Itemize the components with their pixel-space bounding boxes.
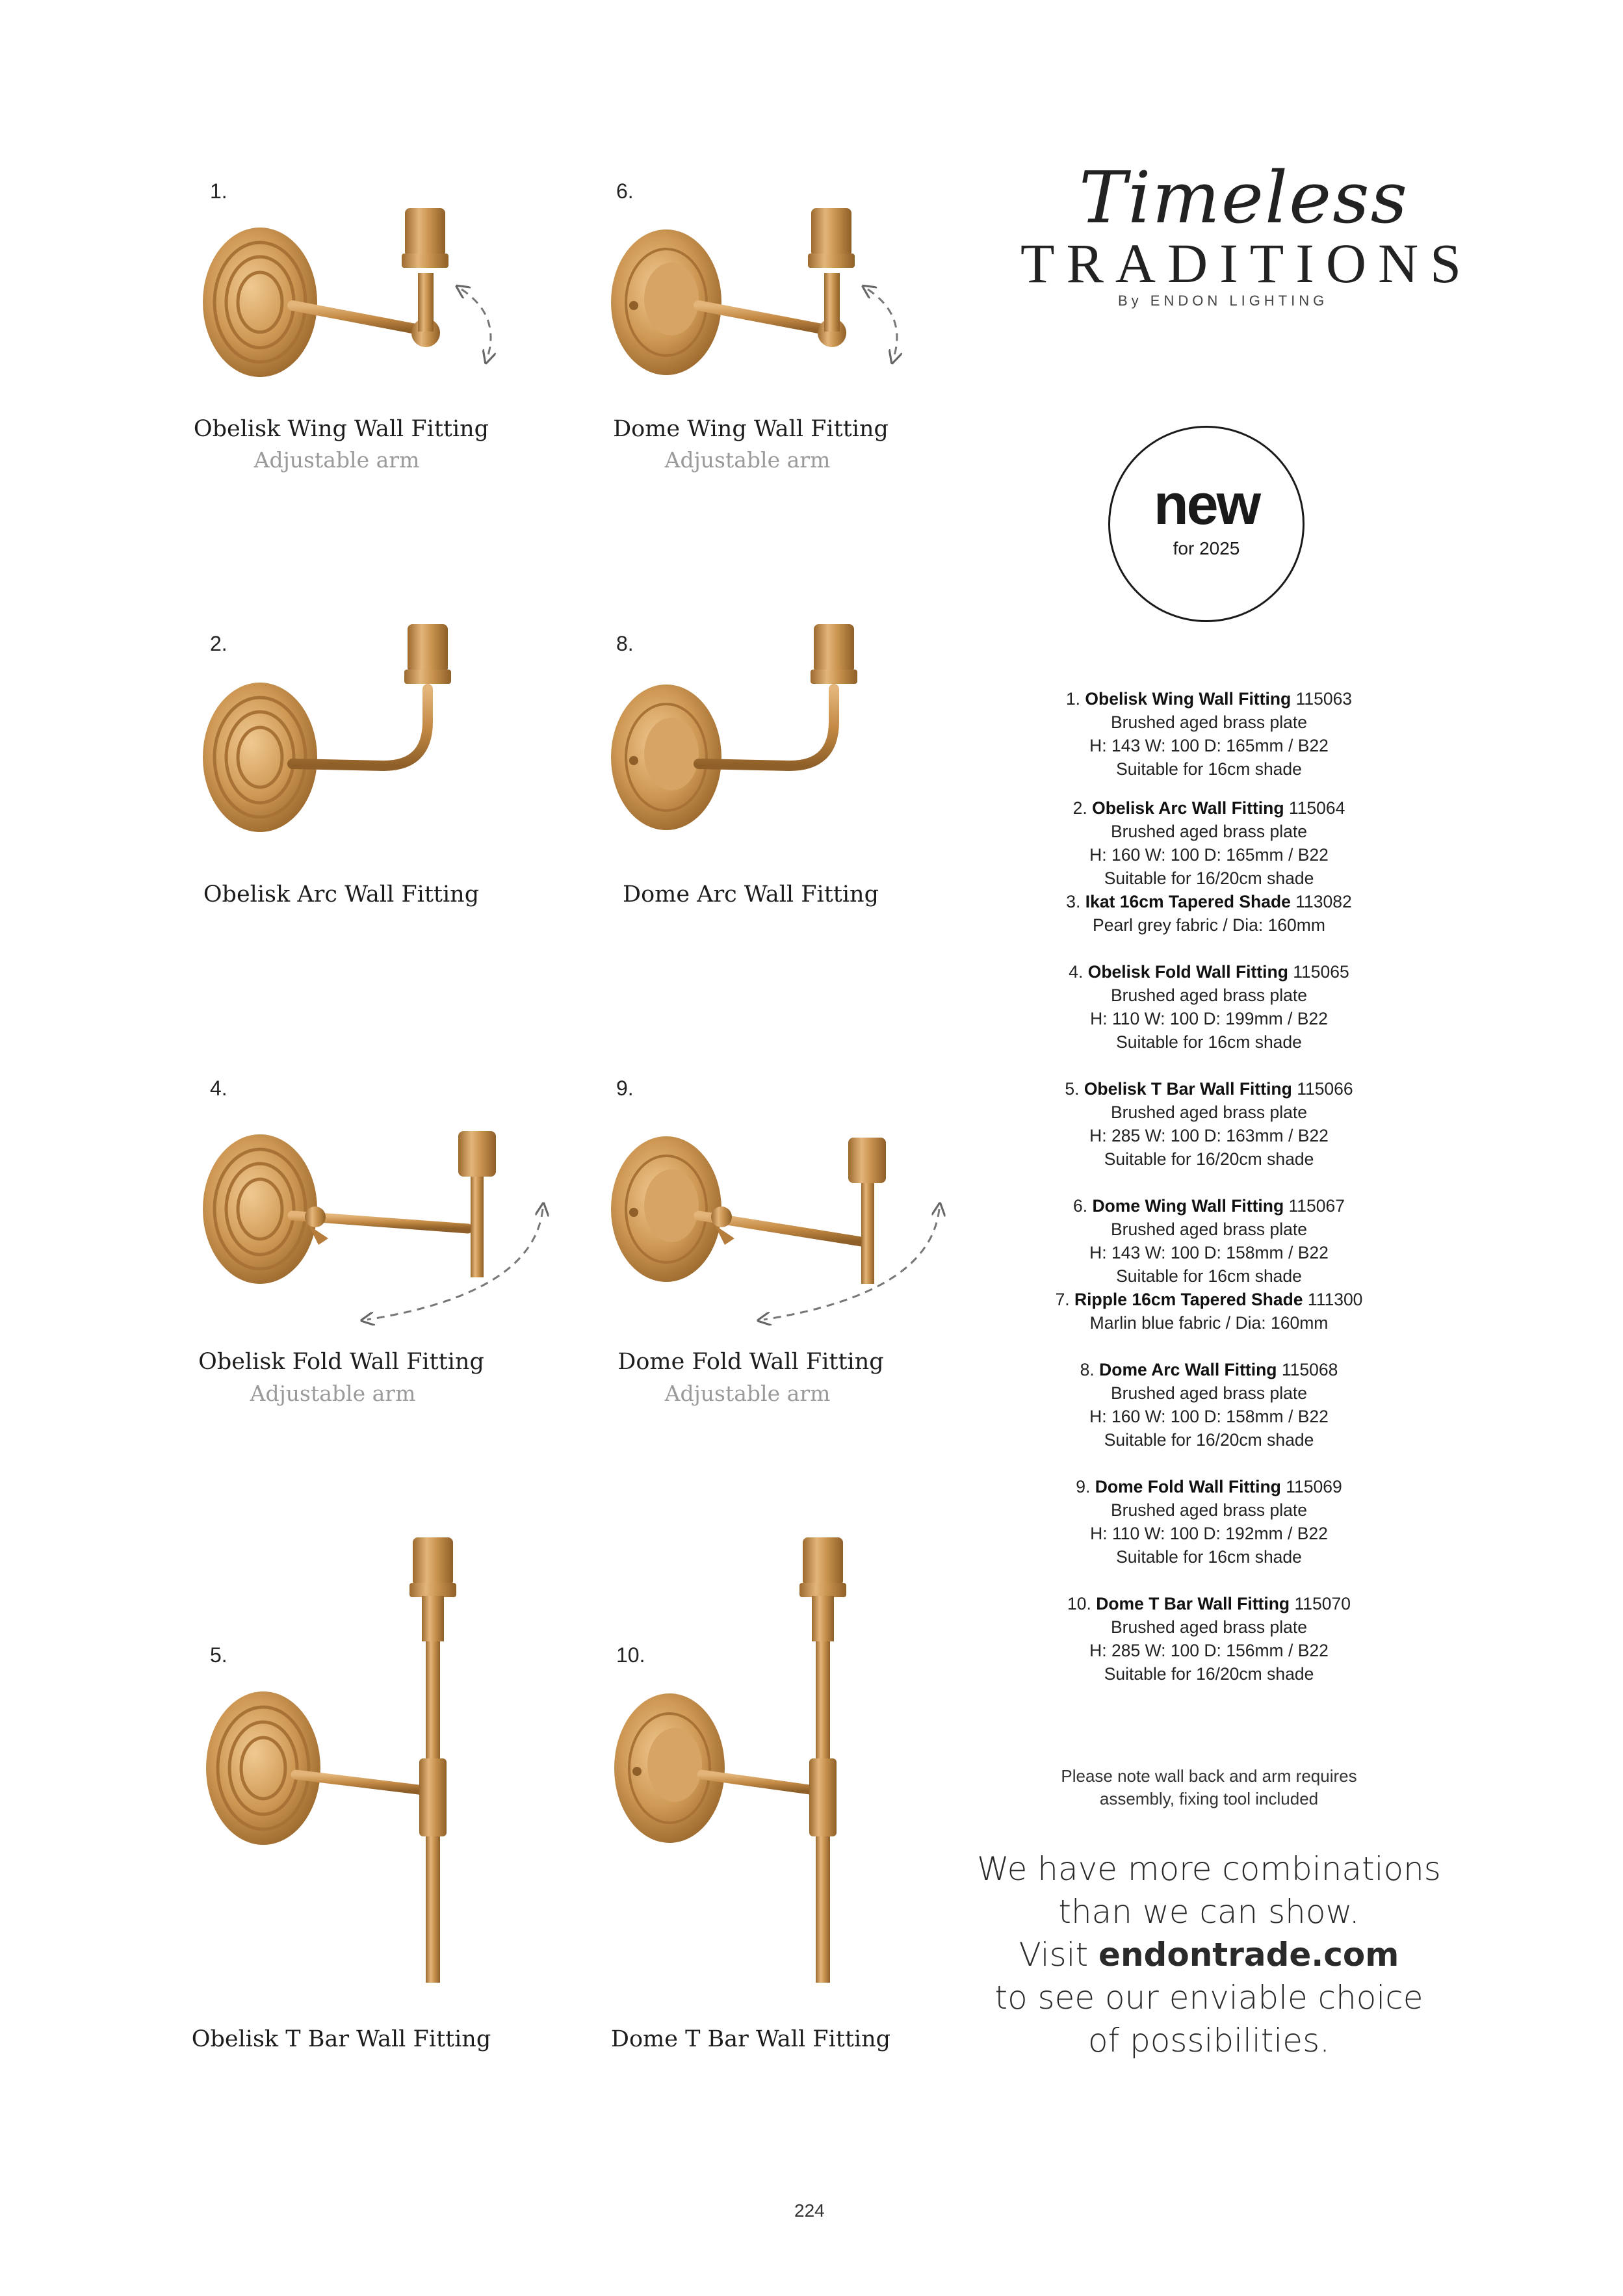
brand-name: TRADITIONS xyxy=(1020,232,1473,294)
product-number: 6. xyxy=(616,179,634,203)
spec-number: 9. xyxy=(1076,1477,1091,1496)
spec-item xyxy=(1001,1592,1417,1686)
spec-line: H: 160 W: 100 D: 165mm / B22 xyxy=(1089,845,1329,865)
product-subtitle: Adjustable arm xyxy=(250,1381,416,1406)
product-name: Obelisk Arc Wall Fitting xyxy=(203,881,480,907)
brand-byline: By ENDON LIGHTING xyxy=(1118,293,1329,309)
spec-line: H: 285 W: 100 D: 156mm / B22 xyxy=(1089,1641,1329,1660)
spec-line: H: 285 W: 100 D: 163mm / B22 xyxy=(1089,1126,1329,1145)
spec-item xyxy=(1001,960,1417,1054)
product-subtitle: Adjustable arm xyxy=(664,447,831,473)
spec-line: Brushed aged brass plate xyxy=(1110,1102,1307,1122)
spec-name: Obelisk Wing Wall Fitting xyxy=(1085,689,1292,709)
spec-code: 115063 xyxy=(1295,689,1353,709)
promo-text xyxy=(962,1847,1456,2062)
product-image-obelisk-arc xyxy=(195,618,533,839)
product-name: Dome Arc Wall Fitting xyxy=(623,881,879,907)
spec-number: 8. xyxy=(1080,1360,1095,1379)
spec-name: Dome Fold Wall Fitting xyxy=(1095,1477,1281,1496)
spec-line: H: 110 W: 100 D: 192mm / B22 xyxy=(1090,1524,1328,1543)
spec-code: 111300 xyxy=(1307,1290,1363,1309)
spec-code: 115067 xyxy=(1288,1196,1345,1216)
product-image-dome-tbar xyxy=(601,1528,874,1996)
spec-name: Ikat 16cm Tapered Shade xyxy=(1085,892,1291,911)
spec-name: Obelisk Fold Wall Fitting xyxy=(1087,962,1288,982)
spec-item xyxy=(1001,1194,1417,1288)
product-image-dome-arc xyxy=(601,618,939,839)
badge-title: new xyxy=(1153,472,1260,536)
spec-code: 115068 xyxy=(1281,1360,1338,1379)
spec-number: 2. xyxy=(1072,798,1087,818)
spec-number: 3. xyxy=(1066,892,1081,911)
spec-list xyxy=(1001,687,1417,1686)
spec-number: 5. xyxy=(1065,1079,1080,1099)
brand-logo xyxy=(1001,156,1473,325)
spec-name: Dome Wing Wall Fitting xyxy=(1092,1196,1284,1216)
spec-number: 1. xyxy=(1065,689,1081,709)
assembly-note xyxy=(1001,1765,1417,1810)
product-name: Dome Fold Wall Fitting xyxy=(617,1349,884,1375)
spec-line: Suitable for 16/20cm shade xyxy=(1104,1664,1314,1684)
product-name: Dome T Bar Wall Fitting xyxy=(610,2026,891,2052)
promo-line: Visit xyxy=(1019,1936,1099,1974)
spec-item xyxy=(1001,1358,1417,1452)
product-number: 1. xyxy=(210,179,227,203)
spec-line: Brushed aged brass plate xyxy=(1110,1220,1307,1239)
spec-line: Brushed aged brass plate xyxy=(1110,1383,1307,1403)
spec-line: Brushed aged brass plate xyxy=(1110,985,1307,1005)
spec-name: Obelisk Arc Wall Fitting xyxy=(1092,798,1284,818)
product-image-dome-wing xyxy=(601,195,939,416)
spec-item xyxy=(1001,796,1417,890)
spec-line: Suitable for 16cm shade xyxy=(1116,759,1302,779)
spec-code: 115066 xyxy=(1297,1079,1353,1099)
spec-code: 115070 xyxy=(1294,1594,1351,1613)
spec-item xyxy=(1001,1475,1417,1569)
product-number: 10. xyxy=(616,1643,645,1667)
promo-line: than we can show. xyxy=(1058,1893,1360,1931)
product-name: Obelisk Fold Wall Fitting xyxy=(198,1349,484,1375)
note-line: Please note wall back and arm requires xyxy=(1061,1766,1357,1786)
spec-line: Suitable for 16cm shade xyxy=(1116,1266,1302,1286)
new-badge xyxy=(1108,426,1305,622)
spec-line: Marlin blue fabric / Dia: 160mm xyxy=(1089,1313,1329,1333)
product-name: Dome Wing Wall Fitting xyxy=(613,416,889,442)
spec-number: 6. xyxy=(1073,1196,1088,1216)
spec-line: Brushed aged brass plate xyxy=(1110,822,1307,841)
promo-line: of possibilities. xyxy=(1087,2022,1331,2059)
spec-line: H: 143 W: 100 D: 158mm / B22 xyxy=(1089,1243,1329,1262)
promo-line: to see our enviable choice xyxy=(994,1979,1423,2016)
product-subtitle: Adjustable arm xyxy=(664,1381,831,1406)
spec-name: Ripple 16cm Tapered Shade xyxy=(1074,1290,1303,1309)
spec-name: Dome T Bar Wall Fitting xyxy=(1096,1594,1290,1613)
note-line: assembly, fixing tool included xyxy=(1099,1789,1319,1808)
product-number: 2. xyxy=(210,632,227,655)
spec-line: Brushed aged brass plate xyxy=(1110,1500,1307,1520)
product-number: 5. xyxy=(210,1643,227,1667)
spec-code: 115065 xyxy=(1293,962,1349,982)
product-image-obelisk-tbar xyxy=(195,1528,468,1996)
spec-line: Suitable for 16/20cm shade xyxy=(1104,1149,1314,1169)
spec-line: Pearl grey fabric / Dia: 160mm xyxy=(1093,915,1325,935)
spec-code: 115069 xyxy=(1286,1477,1342,1496)
product-number: 8. xyxy=(616,632,634,655)
spec-line: Suitable for 16/20cm shade xyxy=(1104,1430,1314,1450)
spec-line: H: 143 W: 100 D: 165mm / B22 xyxy=(1089,736,1329,755)
badge-subtitle: for 2025 xyxy=(1173,538,1240,558)
product-image-obelisk-fold xyxy=(195,1105,559,1339)
product-name: Obelisk T Bar Wall Fitting xyxy=(191,2026,491,2052)
product-image-obelisk-wing xyxy=(195,195,533,416)
spec-number: 7. xyxy=(1055,1290,1070,1309)
spec-item xyxy=(1001,1288,1417,1335)
spec-item xyxy=(1001,890,1417,937)
product-number: 4. xyxy=(210,1076,227,1100)
spec-line: Suitable for 16cm shade xyxy=(1116,1547,1302,1567)
spec-code: 115064 xyxy=(1288,798,1345,818)
product-number: 9. xyxy=(616,1076,634,1100)
spec-code: 113082 xyxy=(1295,892,1352,911)
promo-line: We have more combinations xyxy=(977,1850,1441,1888)
spec-line: Brushed aged brass plate xyxy=(1110,1617,1307,1637)
brand-script: Timeless xyxy=(1079,156,1409,239)
product-subtitle: Adjustable arm xyxy=(253,447,420,473)
spec-name: Obelisk T Bar Wall Fitting xyxy=(1084,1079,1292,1099)
spec-line: Brushed aged brass plate xyxy=(1110,712,1307,732)
spec-item xyxy=(1001,687,1417,781)
product-image-dome-fold xyxy=(601,1105,965,1339)
spec-item xyxy=(1001,1077,1417,1171)
spec-number: 10. xyxy=(1067,1594,1091,1613)
spec-name: Dome Arc Wall Fitting xyxy=(1099,1360,1277,1379)
spec-line: Suitable for 16/20cm shade xyxy=(1104,868,1314,888)
spec-line: H: 160 W: 100 D: 158mm / B22 xyxy=(1089,1407,1329,1426)
page-number: 224 xyxy=(794,2200,825,2221)
spec-number: 4. xyxy=(1069,962,1084,982)
spec-line: Suitable for 16cm shade xyxy=(1116,1032,1302,1052)
website-link[interactable]: endontrade.com xyxy=(1098,1936,1399,1974)
product-name: Obelisk Wing Wall Fitting xyxy=(193,416,489,442)
spec-line: H: 110 W: 100 D: 199mm / B22 xyxy=(1090,1009,1328,1028)
